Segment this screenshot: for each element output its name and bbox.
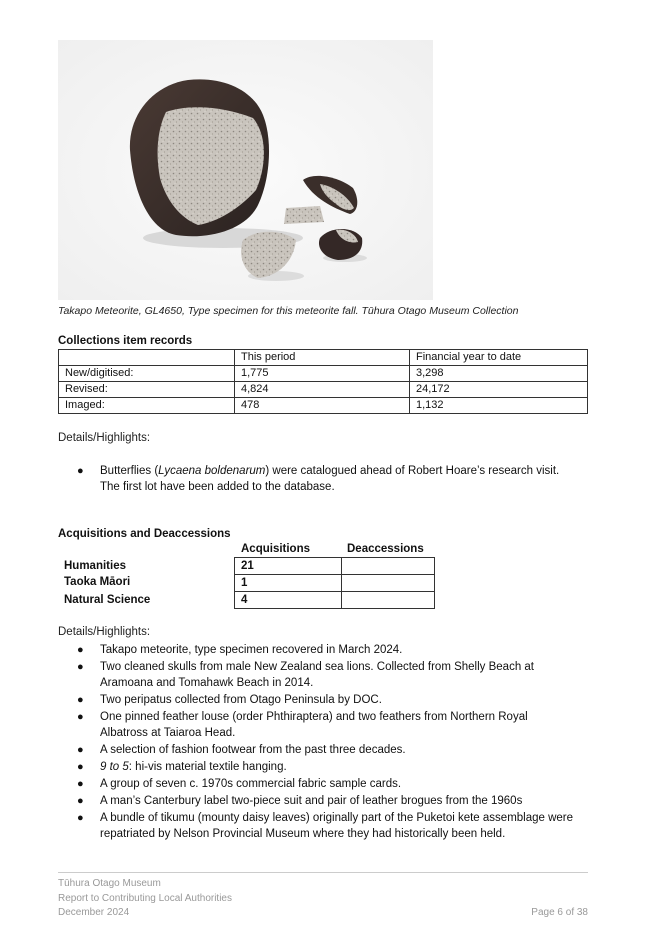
list-item — [58, 463, 578, 495]
table-cell: 4,824 — [235, 382, 410, 398]
collections-table — [58, 349, 588, 414]
table-header-cell — [59, 350, 235, 366]
table-header-row — [59, 350, 588, 366]
deaccessions-count — [342, 558, 435, 575]
meteorite-illustration — [58, 40, 433, 300]
list-item-text: A selection of fashion footwear from the past three decades. — [100, 744, 406, 756]
deaccessions-column-header: Deaccessions — [347, 543, 424, 555]
list-item-text: A group of seven c. 1970s commercial fabric sample cards. — [100, 778, 402, 790]
highlights-list-2 — [58, 642, 578, 843]
bullet-icon: ● — [77, 711, 84, 723]
list-item-italic: 9 to 5 — [100, 761, 129, 773]
list-item-text: A man’s Canterbury label two-piece suit and pair of leather brogues from the 1960s — [100, 795, 523, 807]
list-item — [58, 810, 578, 842]
acquisitions-count: 21 — [235, 558, 342, 575]
list-item — [58, 659, 578, 691]
table-header-cell: This period — [235, 350, 410, 366]
acquisition-category-label: Humanities — [64, 560, 126, 572]
table-row — [59, 398, 588, 414]
list-item-text: A bundle of tikumu (mounty daisy leaves) originally part of the Puketoi kete assemblage were repatriated by Nelson Provincial Museum where they had historically been held. — [100, 812, 574, 840]
table-row — [59, 366, 588, 382]
list-item — [58, 793, 578, 809]
list-item-text: : hi-vis material textile hanging. — [128, 761, 287, 773]
table-cell: 24,172 — [410, 382, 588, 398]
bullet-icon: ● — [77, 694, 84, 706]
table-cell: 478 — [235, 398, 410, 414]
list-item — [58, 776, 578, 792]
footer-date: December 2024 — [58, 907, 130, 918]
list-item — [58, 642, 578, 658]
bullet-icon: ● — [77, 744, 84, 756]
bullet-icon: ● — [77, 661, 84, 673]
bullet-icon: ● — [77, 465, 84, 477]
details-label-2: Details/Highlights: — [58, 626, 151, 638]
details-label-1: Details/Highlights: — [58, 432, 151, 444]
list-item-italic: Lycaena boldenarum — [158, 465, 266, 477]
list-item — [58, 692, 578, 708]
collections-title: Collections item records — [58, 335, 193, 347]
list-item-text: One pinned feather louse (order Phthiraptera) and two feathers from Northern Royal Albatross at Taiaroa Head. — [100, 711, 528, 739]
list-item-text: Two peripatus collected from Otago Peninsula by DOC. — [100, 694, 382, 706]
bullet-icon: ● — [77, 795, 84, 807]
list-item-text: ) were catalogued ahead of Robert Hoare’s research visit. The first lot have been added to the database. — [100, 465, 560, 493]
list-item-text: Butterflies ( — [100, 465, 159, 477]
table-cell: 1,132 — [410, 398, 588, 414]
table-cell: Imaged: — [59, 398, 235, 414]
list-item — [58, 709, 578, 741]
list-item-text: Takapo meteorite, type specimen recovered in March 2024. — [100, 644, 403, 656]
bullet-icon: ● — [77, 812, 84, 824]
page-number: Page 6 of 38 — [531, 907, 588, 918]
bullet-icon: ● — [77, 644, 84, 656]
table-cell: Revised: — [59, 382, 235, 398]
table-row — [59, 382, 588, 398]
list-item — [58, 742, 578, 758]
meteorite-photo — [58, 40, 433, 300]
table-cell: New/digitised: — [59, 366, 235, 382]
footer-report: Report to Contributing Local Authorities — [58, 893, 232, 904]
acquisitions-count: 1 — [235, 575, 342, 592]
deaccessions-count — [342, 575, 435, 592]
bullet-icon: ● — [77, 761, 84, 773]
table-row — [235, 592, 435, 609]
acquisitions-column-header: Acquisitions — [241, 543, 311, 555]
acquisition-category-label: Natural Science — [64, 594, 151, 606]
table-row — [235, 575, 435, 592]
table-row — [235, 558, 435, 575]
list-item-text: Two cleaned skulls from male New Zealand sea lions. Collected from Shelly Beach at Aramoana and Tomahawk Beach in 2014. — [100, 661, 535, 689]
highlights-list-1 — [58, 463, 578, 496]
footer-divider — [58, 872, 588, 873]
acquisitions-count: 4 — [235, 592, 342, 609]
table-cell: 3,298 — [410, 366, 588, 382]
deaccessions-count — [342, 592, 435, 609]
list-item — [58, 759, 578, 775]
footer-org: Tūhura Otago Museum — [58, 878, 161, 889]
bullet-icon: ● — [77, 778, 84, 790]
table-header-cell: Financial year to date — [410, 350, 588, 366]
acquisition-category-label: Taoka Māori — [64, 576, 131, 588]
table-cell: 1,775 — [235, 366, 410, 382]
photo-caption: Takapo Meteorite, GL4650, Type specimen for this meteorite fall. Tūhura Otago Museum Collection — [58, 305, 519, 317]
acquisitions-title: Acquisitions and Deaccessions — [58, 528, 231, 540]
acquisitions-table — [234, 557, 435, 609]
